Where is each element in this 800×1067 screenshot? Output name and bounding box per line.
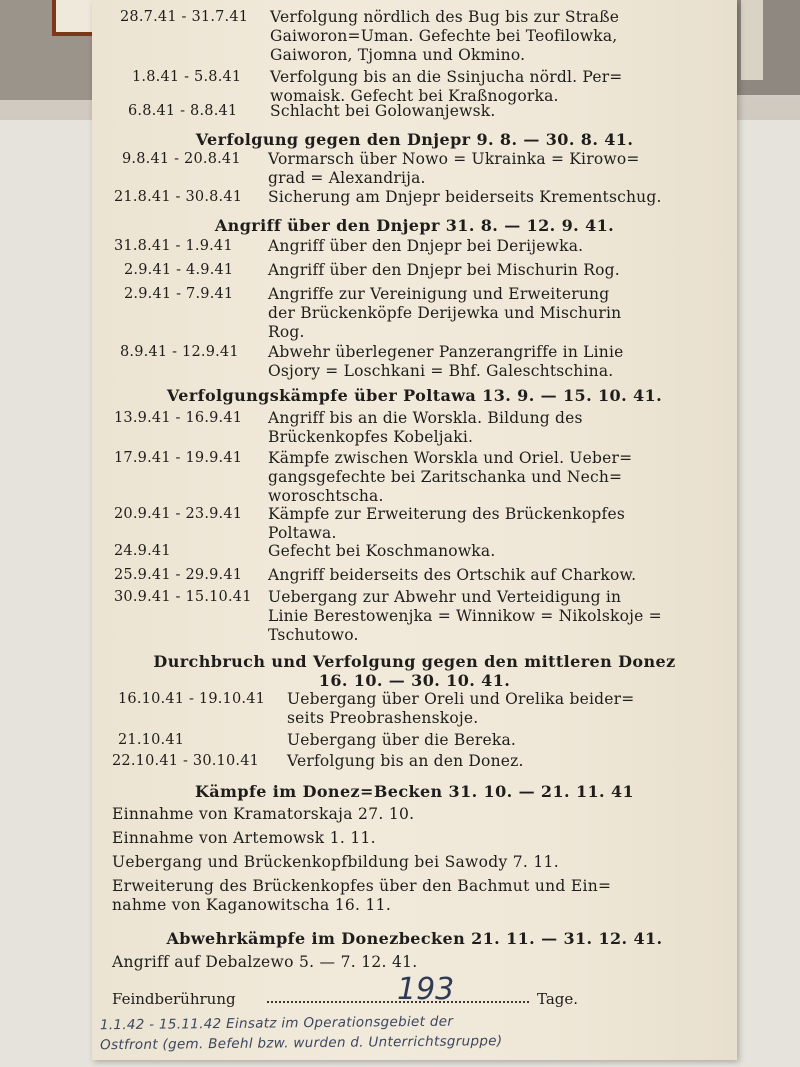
entry-date: 1.8.41 - 5.8.41 [132,69,242,85]
entry-text: Kämpfe zwischen Worskla und Oriel. Ueber= gangsgefechte bei Zaritschanka und Nech= woroschtscha. [268,449,633,505]
entry-text: Sicherung am Dnjepr beiderseits Krementschug. [268,188,662,206]
section-heading: Kämpfe im Donez=Becken 31. 10. — 21. 11. 41 [194,782,635,801]
plain-line: Erweiterung des Brückenkopfes über den Bachmut und Ein= nahme von Kaganowitscha 16. 11. [112,877,612,914]
enemy-contact-suffix: Tage. [537,990,579,1008]
entry-date: 2.9.41 - 4.9.41 [124,262,234,278]
entry-text: Uebergang zur Abwehr und Verteidigung in Linie Berestowenjka = Winnikow = Nikolskoje = Tschutowo. [268,588,662,644]
entry-text: Schlacht bei Golowanjewsk. [270,102,496,120]
section-heading: Angriff über den Dnjepr 31. 8. — 12. 9. 41. [214,216,615,235]
entry-date: 28.7.41 - 31.7.41 [120,9,249,25]
entry-date: 21.8.41 - 30.8.41 [114,189,243,205]
entry-date: 31.8.41 - 1.9.41 [114,238,233,254]
section-heading: Abwehrkämpfe im Donezbecken 21. 11. — 31. 12. 41. [166,929,663,948]
entry-date: 2.9.41 - 7.9.41 [124,286,234,302]
book-cover-right [730,0,800,95]
entry-text: Angriffe zur Vereinigung und Erweiterung der Brückenköpfe Derijewka und Mischurin Rog. [268,285,622,341]
plain-line: Uebergang und Brückenkopfbildung bei Sawody 7. 11. [112,853,559,871]
entry-text: Verfolgung bis an den Donez. [287,752,524,770]
entry-text: Angriff beiderseits des Ortschik auf Charkow. [268,566,637,584]
entry-text: Angriff über den Dnjepr bei Mischurin Rog. [268,261,620,279]
book-page-edge [741,0,763,80]
plain-line: Einnahme von Artemowsk 1. 11. [112,829,376,847]
entry-text: Uebergang über Oreli und Orelika beider= seits Preobrashenskoje. [287,690,635,727]
entry-text: Vormarsch über Nowo = Ukrainka = Kirowo= grad = Alexandrija. [268,150,640,187]
entry-text: Angriff bis an die Worskla. Bildung des Brückenkopfes Kobeljaki. [268,409,583,446]
entry-date: 30.9.41 - 15.10.41 [114,589,252,605]
entry-date: 25.9.41 - 29.9.41 [114,567,243,583]
document-sheet [92,0,737,1060]
entry-text: Angriff über den Dnjepr bei Derijewka. [268,237,584,255]
enemy-contact-days-handwritten: 193 [397,972,455,1007]
entry-date: 17.9.41 - 19.9.41 [114,450,243,466]
entry-date: 8.9.41 - 12.9.41 [120,344,239,360]
entry-text: Verfolgung bis an die Ssinjucha nördl. Per= womaisk. Gefecht bei Kraßnogorka. [270,68,623,105]
entry-text: Verfolgung nördlich des Bug bis zur Straße Gaiworon=Uman. Gefechte bei Teofilowka, Gaiworon, Tjomna und Okmino. [270,8,620,64]
handwritten-note: 1.1.42 - 15.11.42 Einsatz im Operationsgebiet der Ostfront (gem. Befehl bzw. wurden d. Unterrichtsgruppe) [99,1013,503,1054]
entry-date: 9.8.41 - 20.8.41 [122,151,241,167]
entry-date: 6.8.41 - 8.8.41 [128,103,238,119]
entry-text: Kämpfe zur Erweiterung des Brückenkopfes Poltawa. [268,505,626,542]
entry-text: Uebergang über die Bereka. [287,731,517,749]
entry-date: 13.9.41 - 16.9.41 [114,410,243,426]
entry-date: 21.10.41 [118,732,185,748]
section-heading: Verfolgungskämpfe über Poltawa 13. 9. — 15. 10. 41. [166,386,663,405]
entry-text: Gefecht bei Koschmanowka. [268,542,496,560]
entry-date: 22.10.41 - 30.10.41 [112,753,260,769]
entry-date: 20.9.41 - 23.9.41 [114,506,243,522]
plain-line: Einnahme von Kramatorskaja 27. 10. [112,805,415,823]
section-heading: Verfolgung gegen den Dnjepr 9. 8. — 30. 8. 41. [195,130,634,149]
plain-line: Angriff auf Debalzewo 5. — 7. 12. 41. [112,953,418,971]
section-heading: Durchbruch und Verfolgung gegen den mittleren Donez 16. 10. — 30. 10. 41. [153,652,676,690]
entry-date: 24.9.41 [114,543,171,559]
entry-date: 16.10.41 - 19.10.41 [118,691,266,707]
entry-text: Abwehr überlegener Panzerangriffe in Linie Osjory = Loschkani = Bhf. Galeschtschina. [268,343,624,380]
enemy-contact-label: Feindberührung [112,990,236,1008]
